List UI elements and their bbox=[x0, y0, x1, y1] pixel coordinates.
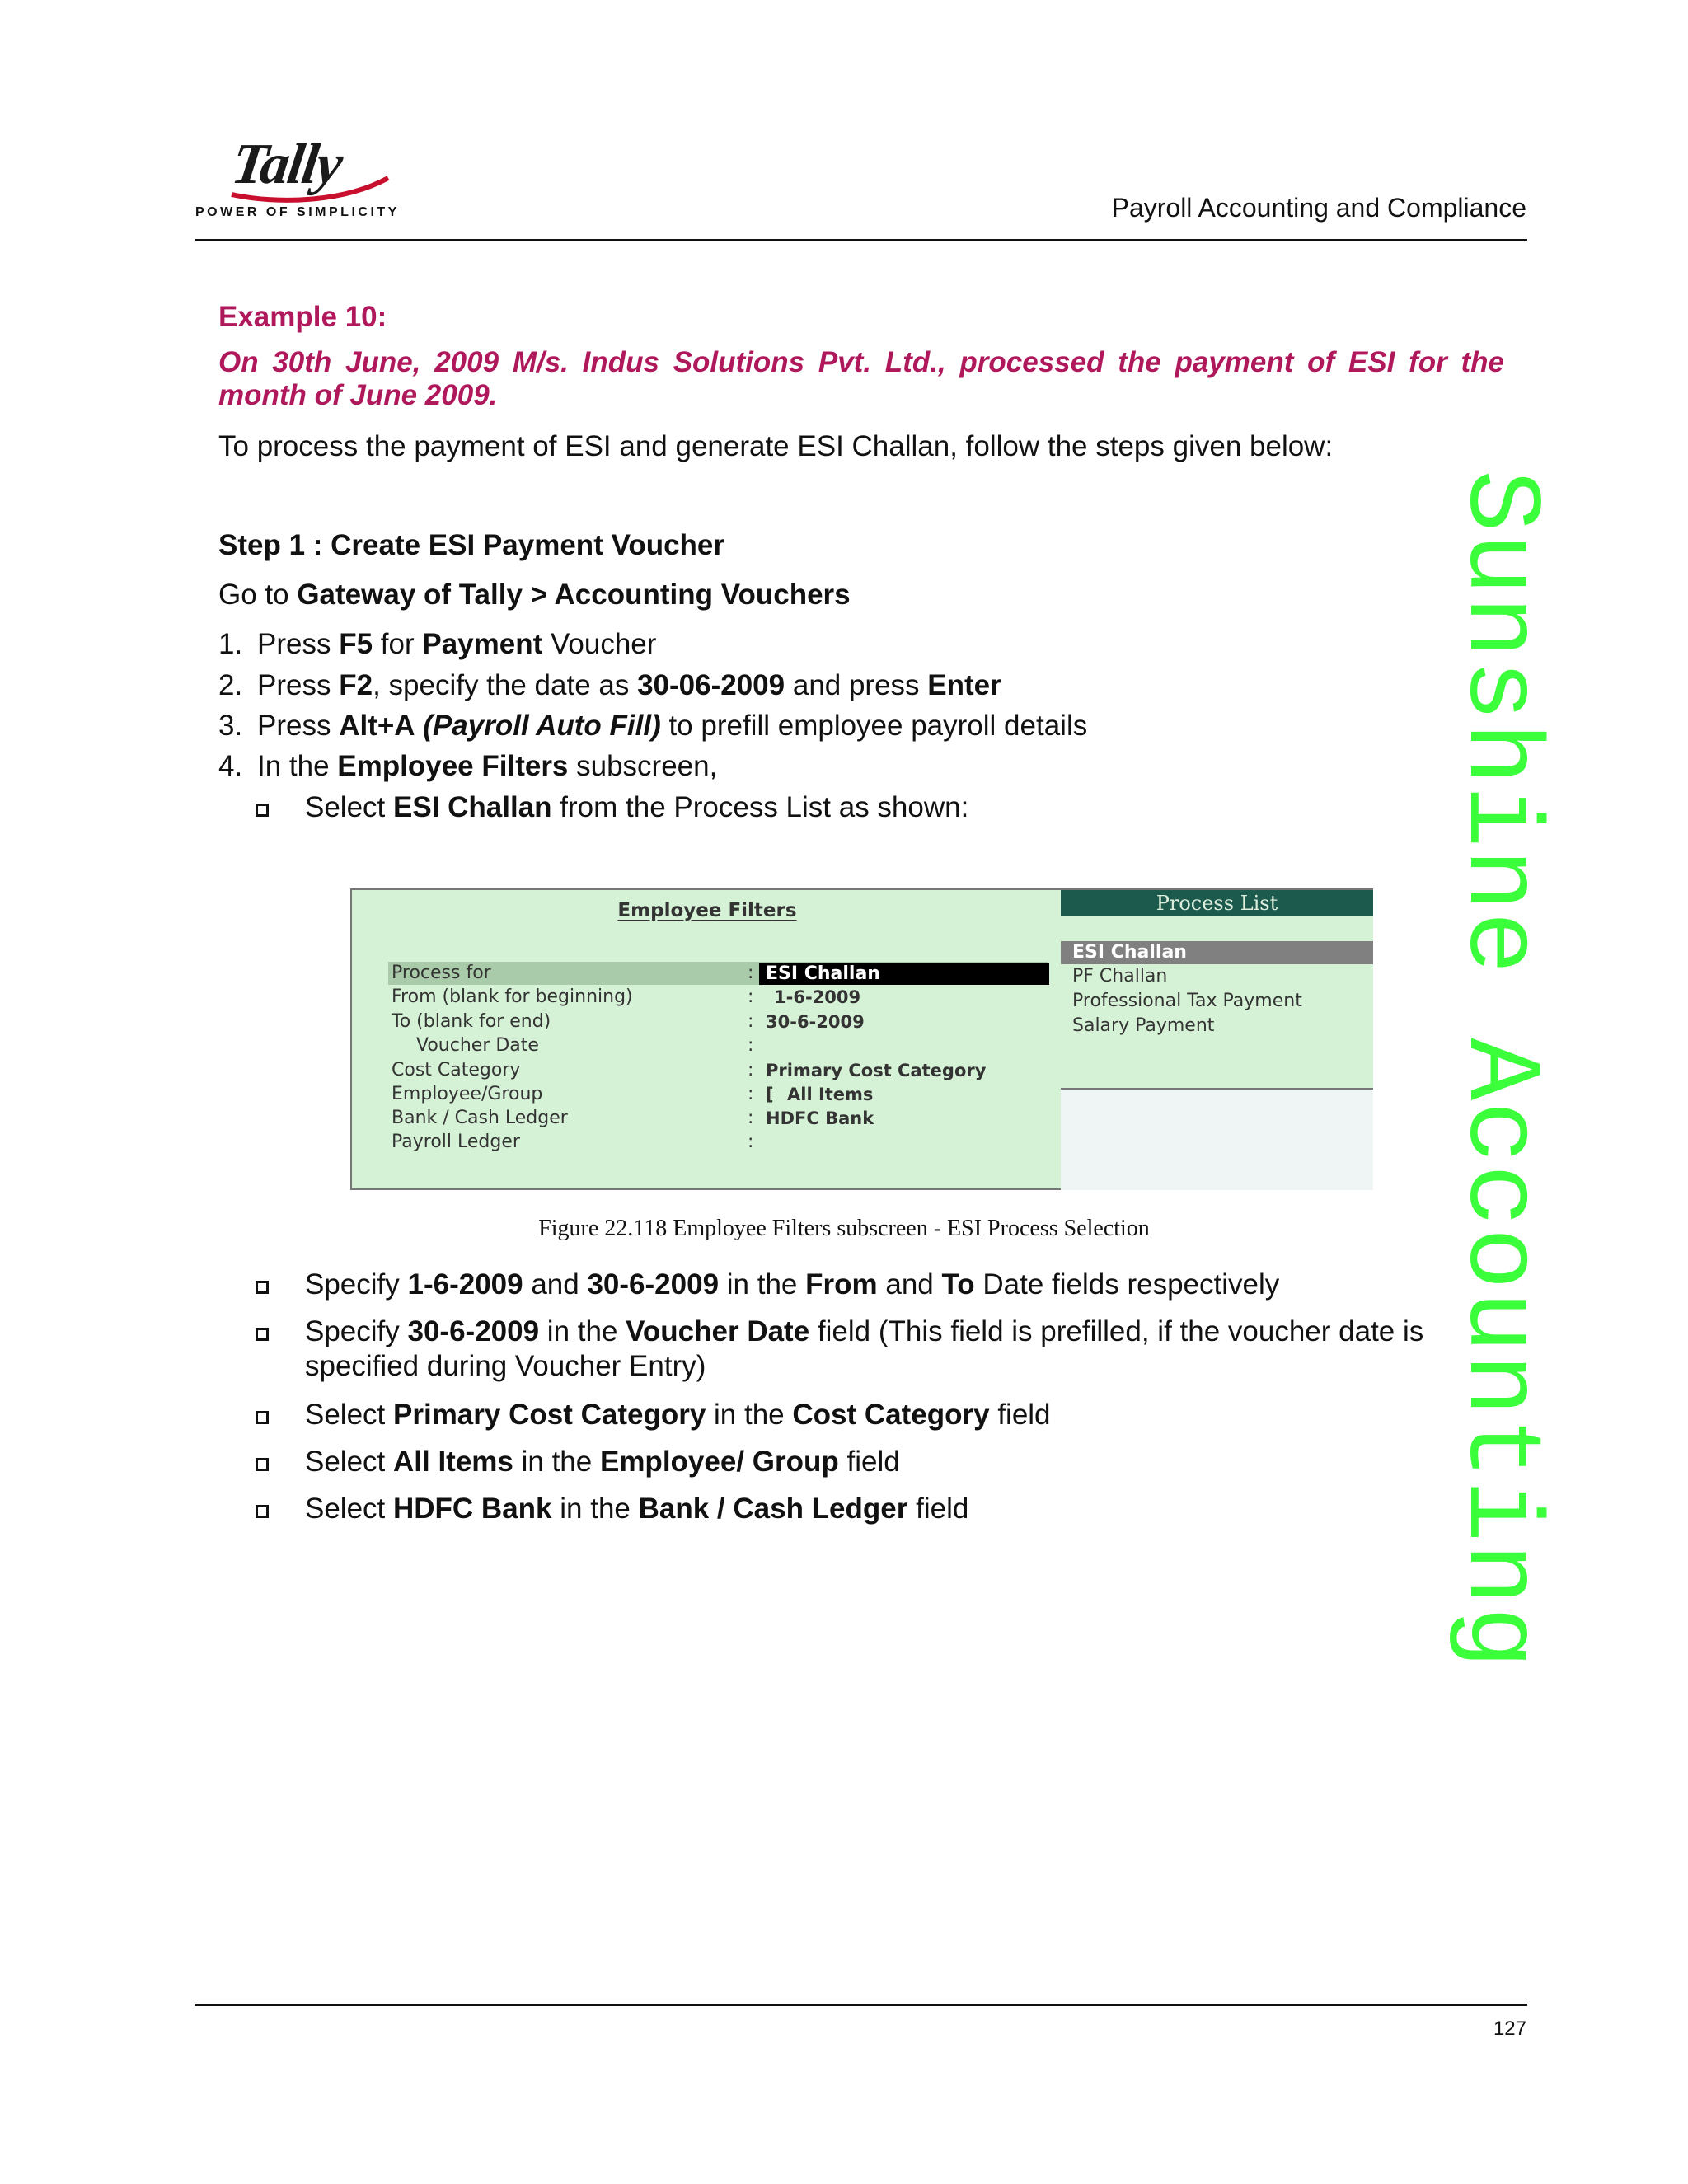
field-colon: : bbox=[748, 987, 754, 1007]
process-list-item-salary-payment[interactable]: Salary Payment bbox=[1072, 1015, 1215, 1036]
step-item: 2. Press F2, specify the date as 30-06-2009 and press Enter bbox=[218, 669, 1001, 701]
field-colon: : bbox=[748, 1011, 754, 1032]
cost-category-value[interactable]: Primary Cost Category bbox=[766, 1061, 987, 1080]
process-list-title: Process List bbox=[1061, 890, 1373, 916]
bullet-item: Specify 30-6-2009 in the Voucher Date field (This field is prefilled, if the voucher date is bbox=[305, 1315, 1424, 1347]
footer-rule bbox=[195, 2004, 1527, 2006]
bullet-icon bbox=[256, 804, 269, 817]
bullet-item: Specify 1-6-2009 and 30-6-2009 in the From and To Date fields respectively bbox=[305, 1268, 1280, 1301]
logo-text: Tally bbox=[227, 133, 345, 196]
step-item: 4. In the Employee Filters subscreen, bbox=[218, 750, 718, 782]
field-colon: : bbox=[748, 1108, 754, 1128]
employee-group-value[interactable]: All Items bbox=[787, 1085, 874, 1104]
step-item: 3. Press Alt+A (Payroll Auto Fill) to prefill employee payroll details bbox=[218, 710, 1088, 742]
goto-path: Gateway of Tally > Accounting Vouchers bbox=[297, 579, 851, 611]
bullet-icon bbox=[256, 1328, 269, 1341]
logo-tagline: POWER OF SIMPLICITY bbox=[195, 205, 400, 219]
employee-filters-title: Employee Filters bbox=[617, 900, 797, 921]
field-label-employee-group: Employee/Group bbox=[392, 1084, 543, 1104]
employee-filters-screenshot bbox=[350, 888, 1373, 1190]
bullet-icon bbox=[256, 1505, 269, 1518]
header-rule bbox=[195, 239, 1527, 241]
bullet-item: Select HDFC Bank in the Bank / Cash Ledger field bbox=[305, 1493, 969, 1525]
step1-heading: Step 1 : Create ESI Payment Voucher bbox=[218, 529, 725, 561]
bullet-item: Select Primary Cost Category in the Cost Category field bbox=[305, 1399, 1051, 1431]
field-label-cost-category: Cost Category bbox=[392, 1060, 521, 1080]
process-for-value[interactable]: ESI Challan bbox=[759, 963, 1049, 985]
field-colon: : bbox=[748, 1035, 754, 1056]
intro-text: To process the payment of ESI and generate ESI Challan, follow the steps given below: bbox=[218, 430, 1334, 462]
bullet-icon bbox=[256, 1281, 269, 1294]
from-date-value[interactable]: 1-6-2009 bbox=[774, 987, 861, 1007]
field-colon: : bbox=[748, 1084, 754, 1104]
field-label-bank-cash-ledger: Bank / Cash Ledger bbox=[392, 1108, 568, 1128]
header-title: Payroll Accounting and Compliance bbox=[1111, 193, 1526, 223]
bank-cash-ledger-value[interactable]: HDFC Bank bbox=[766, 1108, 874, 1128]
field-colon: : bbox=[748, 963, 754, 983]
figure-caption: Figure 22.118 Employee Filters subscreen - ESI Process Selection bbox=[538, 1216, 1150, 1241]
field-colon: : bbox=[748, 1060, 754, 1080]
bullet-item: Select All Items in the Employee/ Group field bbox=[305, 1446, 900, 1478]
watermark-text: Sunshine Accounting bbox=[1440, 470, 1558, 1670]
example-heading: Example 10: bbox=[218, 301, 387, 333]
process-list-item-pf-challan[interactable]: PF Challan bbox=[1072, 966, 1168, 987]
sub-bullet-item: Select ESI Challan from the Process List as shown: bbox=[305, 791, 969, 823]
field-label-payroll-ledger: Payroll Ledger bbox=[392, 1132, 520, 1152]
example-description: On 30th June, 2009 M/s. Indus Solutions Pvt. Ltd., processed the payment of ESI for the month of June 2009. bbox=[218, 346, 1504, 411]
page-number: 127 bbox=[1493, 2018, 1526, 2040]
goto-prefix: Go to bbox=[218, 579, 298, 611]
field-label-from: From (blank for beginning) bbox=[392, 987, 633, 1007]
to-date-value[interactable]: 30-6-2009 bbox=[766, 1012, 865, 1032]
employee-group-prefix: [ bbox=[766, 1085, 774, 1104]
goto-line bbox=[218, 579, 851, 612]
field-label-process-for: Process for bbox=[392, 963, 491, 983]
field-colon: : bbox=[748, 1132, 754, 1152]
bullet-item-continuation: specified during Voucher Entry) bbox=[305, 1350, 706, 1382]
process-list-empty-area bbox=[1061, 1090, 1373, 1190]
bullet-icon bbox=[256, 1411, 269, 1424]
process-list-panel bbox=[1061, 890, 1373, 1188]
field-label-voucher-date: Voucher Date bbox=[416, 1035, 539, 1056]
field-label-to: To (blank for end) bbox=[392, 1011, 551, 1032]
process-list-items bbox=[1061, 916, 1373, 1090]
process-list-item-esi-challan[interactable]: ESI Challan bbox=[1061, 941, 1373, 964]
bullet-icon bbox=[256, 1458, 269, 1471]
step-item: 1. Press F5 for Payment Voucher bbox=[218, 628, 657, 660]
employee-filters-panel bbox=[352, 890, 1062, 1188]
process-list-item-professional-tax[interactable]: Professional Tax Payment bbox=[1072, 991, 1302, 1011]
